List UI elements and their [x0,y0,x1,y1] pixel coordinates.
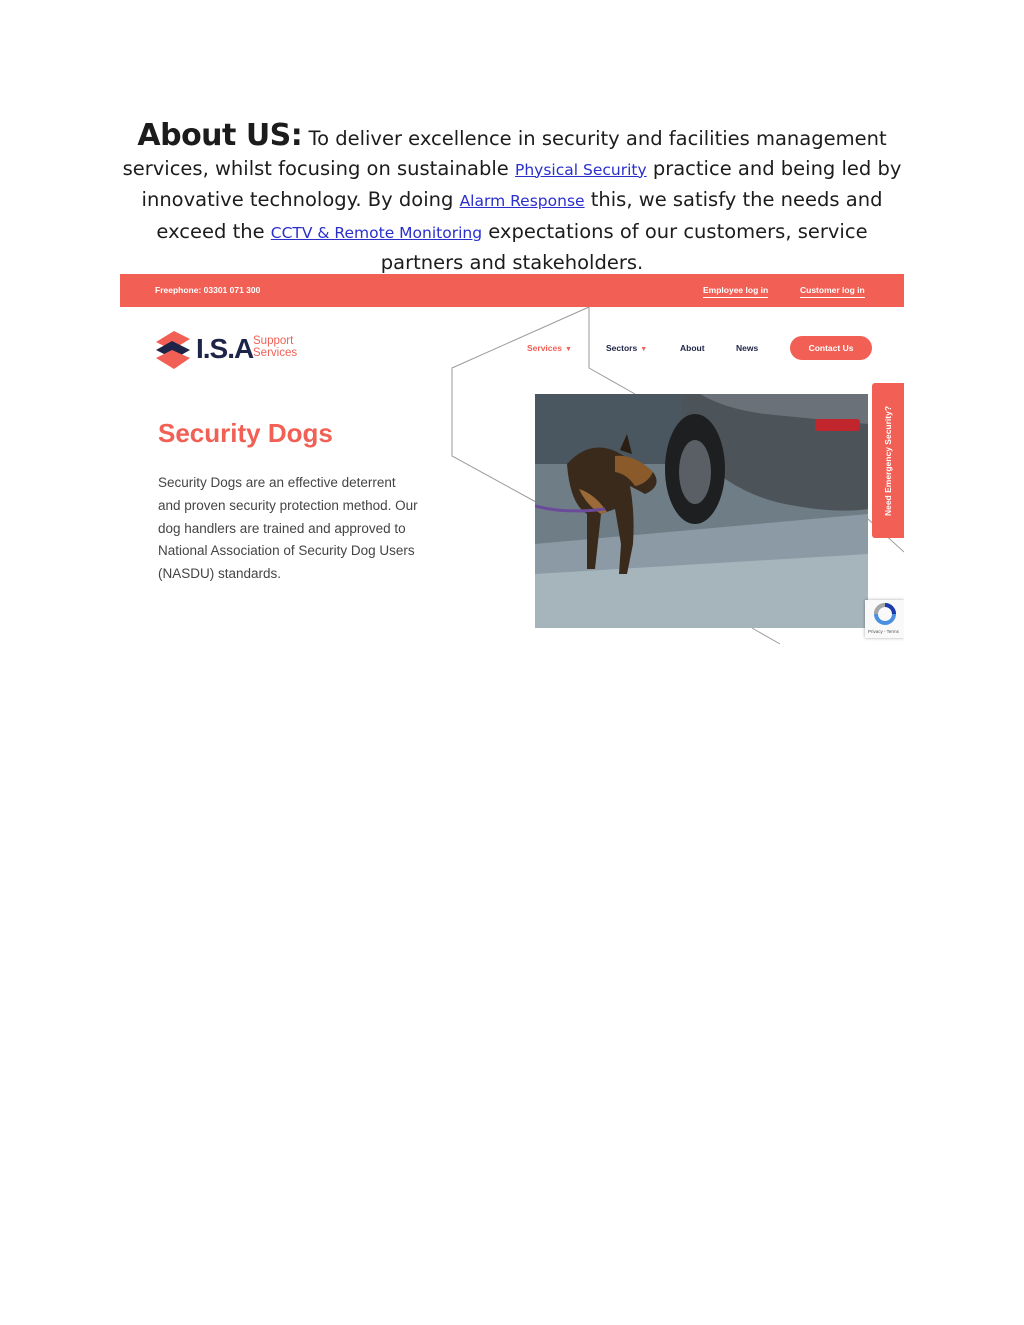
customer-login-link[interactable]: Customer log in [800,285,865,298]
nav-sectors-label: Sectors [606,343,638,353]
recaptcha-terms: Privacy - Terms [868,629,899,634]
about-text-1: To deliver excellence in security and facilities management services, whilst focusing on sustainable [122,127,887,180]
contact-us-button[interactable]: Contact Us [790,336,872,360]
nav-news[interactable]: News [736,343,759,353]
employee-login-link[interactable]: Employee log in [703,285,768,298]
physical-security-link[interactable]: Physical Security [515,160,647,179]
logo-subtitle [253,335,297,359]
security-dog-photo [535,394,868,628]
recaptcha-icon [865,600,904,628]
chevron-down-icon: ▼ [640,346,648,353]
page-title: Security Dogs [158,418,333,448]
emergency-security-tab[interactable] [872,383,904,538]
top-bar [120,274,904,307]
website-screenshot [120,274,904,646]
about-text-2: practice and being led by innovative technology. By doing [141,156,902,211]
alarm-response-link[interactable]: Alarm Response [459,192,585,210]
about-text-3: this, we satisfy the needs and exceed the [156,188,883,243]
about-text-4: expectations of our customers, service partners and stakeholders. [380,219,868,274]
logo-subtitle-line-1: Support [253,335,294,347]
emergency-security-label: Need Emergency Security? [883,405,893,516]
about-us-heading: About US: [137,118,303,153]
isa-logo[interactable] [154,328,304,372]
nav-sectors[interactable] [606,343,647,353]
nav-services-label: Services [527,343,562,353]
recaptcha-badge[interactable] [865,600,904,638]
cctv-remote-monitoring-link[interactable]: CCTV & Remote Monitoring [270,223,483,242]
chevron-down-icon: ▼ [564,346,572,353]
freephone-number: Freephone: 03301 071 300 [155,285,261,295]
isa-logo-mark-icon [154,328,194,372]
logo-wordmark: I.S.A [196,333,254,364]
nav-about[interactable]: About [680,343,705,353]
about-us-paragraph [118,118,906,278]
nav-services[interactable] [527,343,572,353]
logo-subtitle-line-2: Services [253,347,298,359]
page-body-text: Security Dogs are an effective deterrent and proven security protection method. Our dog handlers are trained and approved to National Association of Security Dog Users (NASDU) standards. [158,475,418,582]
